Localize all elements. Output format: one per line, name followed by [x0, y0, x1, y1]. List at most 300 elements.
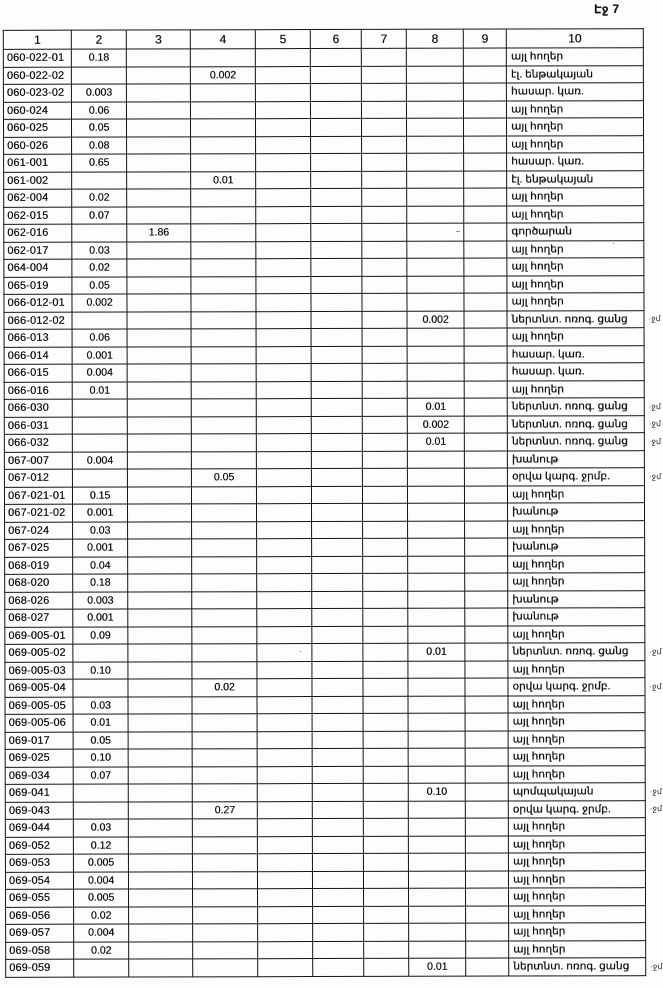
cell-col3: [126, 49, 190, 67]
cell-col5: [257, 731, 312, 749]
column-header: 2: [71, 30, 126, 49]
cell-col6: [312, 643, 363, 661]
cell-col3: [128, 556, 192, 574]
cell-col5: [257, 574, 312, 592]
margin-note: [645, 538, 663, 556]
cell-col2: 0.02: [74, 907, 129, 925]
cell-col9: [465, 766, 508, 784]
cell-col5: [256, 451, 311, 469]
cell-col8: [407, 468, 464, 486]
cell-col7: [364, 888, 409, 906]
cell-col9: [465, 626, 508, 644]
cell-col2: 0.001: [73, 504, 128, 522]
cell-col2: 0.001: [72, 347, 127, 365]
cell-col9: [465, 556, 508, 574]
cell-col8: [409, 906, 466, 924]
cell-col1: 069-054: [5, 872, 73, 890]
cell-col3: [128, 696, 192, 714]
cell-col9: [464, 451, 507, 469]
cell-col1: 067-021-02: [5, 504, 73, 522]
table-row: [5, 818, 663, 837]
cell-col6: [312, 608, 363, 626]
cell-col3: [129, 959, 193, 977]
cell-col2: 0.10: [73, 749, 128, 767]
cell-col8: [407, 346, 464, 364]
cell-col9: [464, 311, 507, 329]
margin-note: [644, 328, 662, 346]
cell-col2: 0.003: [73, 592, 128, 610]
cell-col3: [128, 539, 192, 557]
cell-col2: 0.15: [72, 487, 127, 505]
cell-col6: [312, 573, 363, 591]
cell-col1: 062-016: [4, 224, 72, 242]
cell-col10: խանութ: [508, 503, 645, 521]
cell-col10: այլ հողեր: [508, 835, 645, 853]
margin-note: [644, 135, 662, 153]
cell-col2: 0.05: [73, 732, 128, 750]
margin-note: [644, 450, 662, 468]
cell-col6: [311, 241, 362, 259]
cell-col7: [363, 713, 408, 731]
cell-col6: [312, 696, 363, 714]
cell-col1: 067-021-01: [4, 487, 72, 505]
cell-col2: 0.02: [72, 189, 127, 207]
cell-col3: [129, 941, 193, 959]
cell-col9: [464, 293, 507, 311]
margin-note: ·ջմ: [648, 401, 661, 411]
cell-col2: 0.05: [71, 119, 126, 137]
cell-col7: [361, 66, 406, 84]
cell-col8: [407, 171, 464, 189]
margin-note: [644, 485, 662, 503]
cell-col7: [363, 801, 408, 819]
column-header: 8: [406, 29, 463, 48]
cell-col1: 067-024: [5, 522, 73, 540]
cell-col6: [312, 626, 363, 644]
table-row: [4, 415, 662, 434]
cell-col6: [312, 661, 363, 679]
margin-note: [645, 870, 663, 888]
cell-col8: [408, 748, 465, 766]
cell-col4: [192, 574, 257, 592]
cell-col10: այլ հողեր: [507, 135, 644, 153]
table-body: [3, 48, 663, 977]
cell-col2: 0.001: [73, 539, 128, 557]
cell-col7: [362, 451, 407, 469]
cell-col7: [363, 608, 408, 626]
cell-col1: 069-057: [6, 924, 74, 942]
cell-col3: [127, 294, 191, 312]
cell-col7: [362, 136, 407, 154]
cell-col8: [408, 731, 465, 749]
cell-col6: [310, 83, 361, 101]
cell-col5: [257, 714, 312, 732]
table-row: [3, 65, 661, 84]
cell-col4: [190, 101, 255, 119]
cell-col3: [128, 854, 192, 872]
cell-col7: [363, 696, 408, 714]
cell-col8: [408, 871, 465, 889]
cell-col10: այլ հողեր: [508, 625, 645, 643]
cell-col5: [258, 906, 313, 924]
cell-col4: [191, 189, 256, 207]
cell-col7: [363, 748, 408, 766]
cell-col9: [464, 223, 507, 241]
cell-col7: [363, 766, 408, 784]
cell-col5: [255, 84, 310, 102]
cell-col10: հասար. կառ.: [507, 363, 644, 381]
cell-col6: [311, 136, 362, 154]
cell-col10: այլ հողեր: [507, 328, 644, 346]
cell-col8: [408, 556, 465, 574]
cell-col8: [408, 818, 465, 836]
cell-col5: [257, 801, 312, 819]
cell-col4: [191, 346, 256, 364]
cell-col6: [312, 748, 363, 766]
cell-col9: [464, 188, 507, 206]
cell-col5: [256, 346, 311, 364]
cell-col5: [257, 784, 312, 802]
cell-col3: [128, 591, 192, 609]
cell-col2: 0.07: [73, 767, 128, 785]
margin-note: [645, 765, 663, 783]
cell-col5: [256, 416, 311, 434]
cell-col9: [465, 503, 508, 521]
cell-col9: [465, 696, 508, 714]
cell-col5: [258, 924, 313, 942]
cell-col1: 066-030: [4, 399, 72, 417]
cell-col5: [257, 609, 312, 627]
cell-col6: [312, 713, 363, 731]
cell-col2: [74, 959, 129, 977]
cell-col4: [193, 906, 258, 924]
cell-col6: [311, 276, 362, 294]
cell-col9: [464, 153, 507, 171]
cell-col3: [126, 66, 190, 84]
margin-note: [645, 748, 663, 766]
table-row: [5, 870, 663, 889]
table-row: [4, 188, 662, 207]
cell-col9: [466, 888, 509, 906]
cell-col7: [362, 293, 407, 311]
cell-col7: [363, 643, 408, 661]
cell-col9: [464, 433, 507, 451]
table-row: [5, 538, 663, 557]
cell-col2: 0.12: [73, 837, 128, 855]
cell-col4: [192, 766, 257, 784]
cell-col4: [193, 889, 258, 907]
cell-col7: [362, 381, 407, 399]
cell-col6: [312, 853, 363, 871]
cell-col5: [257, 626, 312, 644]
table-row: [6, 940, 663, 959]
cell-col3: [127, 486, 191, 504]
cell-col9: [465, 871, 508, 889]
cell-col8: [407, 241, 464, 259]
cell-col3: [129, 889, 193, 907]
cell-col6: [312, 556, 363, 574]
cell-col9: [465, 573, 508, 591]
cell-col5: [256, 189, 311, 207]
margin-note: [645, 555, 663, 573]
cell-col1: 069-017: [5, 732, 73, 750]
cell-col1: 066-032: [4, 434, 72, 452]
cell-col8: [407, 328, 464, 346]
margin-note: [645, 835, 663, 853]
margin-note: [645, 713, 663, 731]
table-row: [4, 363, 662, 382]
margin-note: [645, 730, 663, 748]
cell-col1: 069-005-05: [5, 697, 73, 715]
cell-col7: [363, 503, 408, 521]
cell-col6: [312, 731, 363, 749]
cell-col7: [362, 433, 407, 451]
table-row: [4, 170, 662, 189]
cell-col8: [406, 66, 463, 84]
cell-col5: [257, 644, 312, 662]
cell-col9: [463, 101, 506, 119]
margin-note: ·ջմ: [649, 786, 662, 796]
table-row: [3, 83, 661, 102]
cell-col6: [311, 398, 362, 416]
cell-col2: 0.05: [72, 277, 127, 295]
cell-col8: 0.01: [407, 398, 464, 416]
cell-col4: [192, 819, 257, 837]
margin-note: [645, 853, 663, 871]
cell-col6: [313, 941, 364, 959]
cell-col4: [192, 784, 257, 802]
cell-col9: [463, 118, 506, 136]
cell-col2: 0.005: [73, 854, 128, 872]
cell-col7: [363, 661, 408, 679]
cell-col1: 067-025: [5, 539, 73, 557]
margin-spacer: [643, 29, 661, 48]
cell-col7: [362, 311, 407, 329]
cell-col8: [408, 626, 465, 644]
cell-col7: [362, 398, 407, 416]
margin-note: [644, 240, 662, 258]
cell-col8: 0.002: [407, 311, 464, 329]
table-row: [4, 205, 662, 224]
table-row: [5, 660, 663, 679]
table-row: [4, 153, 662, 172]
cell-col10: այլ հողեր: [508, 520, 645, 538]
cell-col3: [128, 714, 192, 732]
cell-col4: [192, 521, 257, 539]
cell-col9: [464, 258, 507, 276]
cell-col10: այլ հողեր: [507, 293, 644, 311]
cell-col2: 0.04: [73, 557, 128, 575]
cell-col2: 0.03: [73, 819, 128, 837]
margin-note: ·ջմ: [648, 436, 662, 446]
cell-col10: այլ հողեր: [506, 100, 643, 118]
cell-col4: [192, 539, 257, 557]
cell-col6: [312, 801, 363, 819]
cell-col7: [363, 678, 408, 696]
cell-col1: 068-027: [5, 609, 73, 627]
cell-col6: [311, 468, 362, 486]
margin-note: ·ջմ: [648, 419, 662, 429]
table-row: [3, 48, 661, 67]
cell-col1: 061-001: [4, 154, 72, 172]
cell-col6: [313, 923, 364, 941]
cell-col3: [127, 469, 191, 487]
cell-col6: [311, 171, 362, 189]
table-row: [5, 503, 663, 522]
cell-col6: [311, 486, 362, 504]
table-row: [6, 958, 663, 977]
cell-col1: 069-041: [5, 784, 73, 802]
table-row: [4, 328, 662, 347]
cell-col9: [465, 538, 508, 556]
cell-col7: [363, 591, 408, 609]
cell-col10: այլ հողեր: [506, 48, 643, 66]
cell-col5: [256, 241, 311, 259]
cell-col7: [362, 363, 407, 381]
cell-col3: [128, 504, 192, 522]
cell-col9: [464, 276, 507, 294]
cell-col7: [361, 48, 406, 66]
cell-col10: ներտնտ. ոռոգ. ցանց: [507, 433, 644, 451]
table-row: [5, 695, 663, 714]
cell-col5: [256, 399, 311, 417]
cell-col1: 069-025: [5, 749, 73, 767]
table-row: [4, 240, 662, 259]
cell-col6: [311, 363, 362, 381]
cell-col5: [255, 49, 310, 67]
cell-col8: [408, 521, 465, 539]
cell-col4: [191, 399, 256, 417]
table-row: [4, 468, 662, 487]
cell-col4: [191, 259, 256, 277]
cell-col4: [191, 434, 256, 452]
page-number: Էջ 7: [594, 4, 620, 16]
cell-col9: [465, 591, 508, 609]
cell-col10: այլ հողեր: [507, 240, 644, 258]
cell-col2: 0.005: [74, 889, 129, 907]
table-row: [4, 433, 662, 452]
margin-note: [645, 503, 663, 521]
cell-col10: այլ հողեր: [508, 765, 645, 783]
margin-note: [643, 118, 661, 136]
cell-col1: 069-034: [5, 767, 73, 785]
cell-col9: [465, 521, 508, 539]
cell-col2: [72, 399, 127, 417]
margin-note: ·ջմ: [650, 961, 663, 971]
margin-note: [644, 363, 662, 381]
margin-note: [645, 625, 663, 643]
cell-col3: [128, 871, 192, 889]
cell-col1: 066-013: [4, 329, 72, 347]
cell-col4: [191, 381, 256, 399]
cell-col10: այլ հողեր: [507, 188, 644, 206]
cell-col9: [465, 836, 508, 854]
cell-col6: [311, 258, 362, 276]
cell-col5: [256, 171, 311, 189]
cell-col9: [464, 171, 507, 189]
cell-col3: [127, 206, 191, 224]
cell-col10: այլ հողեր: [509, 940, 646, 958]
cell-col6: [312, 678, 363, 696]
cell-col8: [408, 696, 465, 714]
cell-col9: [465, 661, 508, 679]
cell-col3: [128, 521, 192, 539]
cell-col4: [191, 276, 256, 294]
margin-note: [644, 293, 662, 311]
cell-col7: [364, 906, 409, 924]
cell-col3: [128, 731, 192, 749]
cell-col1: 068-026: [5, 592, 73, 610]
cell-col1: 069-056: [6, 907, 74, 925]
cell-col2: 0.10: [73, 662, 128, 680]
cell-col8: [408, 801, 465, 819]
cell-col9: [464, 363, 507, 381]
margin-note: [644, 223, 662, 241]
cell-col4: [192, 731, 257, 749]
cell-col1: 065-019: [4, 277, 72, 295]
cell-col6: [310, 48, 361, 66]
margin-note: [644, 188, 662, 206]
cell-col6: [312, 836, 363, 854]
cell-col8: [406, 101, 463, 119]
cell-col3: [128, 766, 192, 784]
cell-col1: 066-012-01: [4, 294, 72, 312]
cell-col3: [127, 451, 191, 469]
cell-col4: [192, 591, 257, 609]
scan-artifact: ~: [455, 226, 462, 237]
cell-col10: օրվա կարգ. ջրմբ.: [507, 468, 644, 486]
cell-col3: [127, 346, 191, 364]
cell-col8: [408, 608, 465, 626]
cell-col6: [311, 416, 362, 434]
column-header: 5: [255, 30, 310, 49]
cell-col6: [311, 311, 362, 329]
cell-col1: 060-025: [3, 119, 71, 137]
cell-col5: [257, 539, 312, 557]
cell-col5: [257, 854, 312, 872]
margin-note: [645, 818, 663, 836]
cell-col7: [362, 346, 407, 364]
cell-col8: [408, 538, 465, 556]
cell-col7: [363, 731, 408, 749]
cell-col6: [312, 818, 363, 836]
table-row: [4, 223, 662, 242]
cell-col10: հասար. կառ.: [507, 153, 644, 171]
cell-col1: 064-004: [4, 259, 72, 277]
cell-col6: [312, 591, 363, 609]
cell-col2: [73, 802, 128, 820]
cell-col5: [257, 819, 312, 837]
cell-col2: 0.18: [71, 49, 126, 67]
cell-col8: [408, 573, 465, 591]
cell-col4: 0.05: [191, 469, 256, 487]
cell-col6: [311, 381, 362, 399]
cell-col8: 0.01: [407, 433, 464, 451]
cell-col1: 062-015: [4, 207, 72, 225]
cell-col10: այլ հողեր: [509, 888, 646, 906]
cell-col2: 0.004: [73, 872, 128, 890]
cell-col10: այլ հողեր: [508, 660, 645, 678]
scan-artifact: ·: [299, 647, 302, 656]
cell-col6: [313, 888, 364, 906]
cell-col10: այլ հողեր: [506, 118, 643, 136]
cell-col9: [463, 48, 506, 66]
cell-col10: խանութ: [508, 590, 645, 608]
cell-col4: [192, 854, 257, 872]
table-row: [5, 835, 663, 854]
cell-col9: [465, 643, 508, 661]
cell-col10: գործարան: [507, 223, 644, 241]
